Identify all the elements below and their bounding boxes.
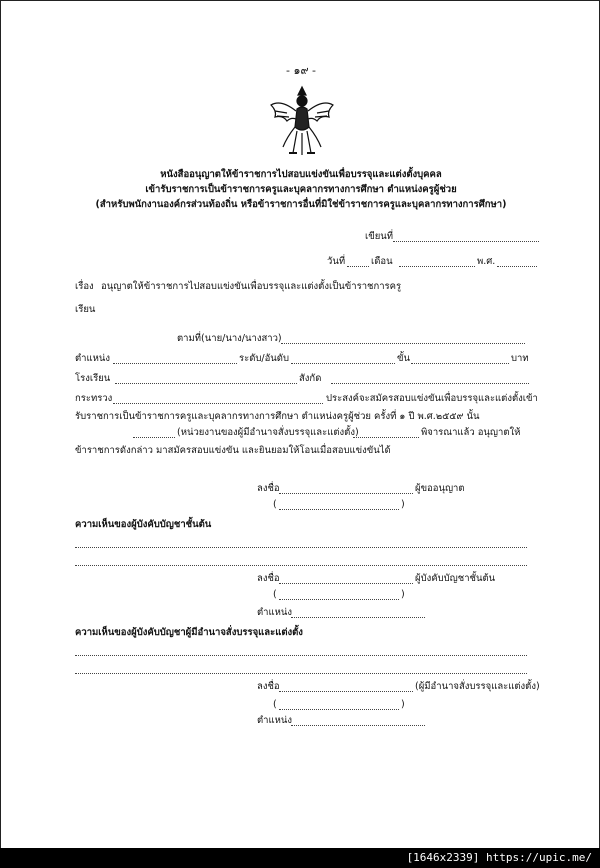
garuda-emblem-icon bbox=[267, 81, 337, 161]
purpose-text: ประสงค์จะสมัครสอบแข่งขันเพื่อบรรจุและแต่งตั้งเข้า bbox=[326, 393, 538, 404]
date-day-label: วันที่ bbox=[327, 256, 346, 267]
authority-sign-label: ลงชื่อ bbox=[257, 681, 280, 692]
watermark-text[interactable]: [1646x2339] https://upic.me/ bbox=[406, 851, 592, 864]
title-line-2: เข้ารับราชการเป็นข้าราชการครูและบุคลากรทางการศึกษา ตำแหน่งครูผู้ช่วย bbox=[145, 184, 457, 195]
baht-label: บาท bbox=[511, 353, 529, 364]
authority-paren-close: ) bbox=[401, 699, 405, 710]
school-label: โรงเรียน bbox=[75, 373, 111, 384]
authority-position-field[interactable] bbox=[291, 725, 425, 726]
ministry-label: กระทรวง bbox=[75, 393, 113, 404]
agency-name-field[interactable] bbox=[353, 437, 419, 438]
title-line-1: หนังสืออนุญาตให้ข้าราชการไปสอบแข่งขันเพื่อบรรจุและแต่งตั้งบุคคล bbox=[160, 169, 442, 180]
requester-sign-label: ลงชื่อ bbox=[257, 483, 280, 494]
school-field[interactable] bbox=[115, 383, 297, 384]
authority-role: (ผู้มีอำนาจสั่งบรรจุและแต่งตั้ง) bbox=[415, 681, 540, 692]
requester-paren-open: ( bbox=[273, 499, 277, 510]
recipient-label: เรียน bbox=[75, 304, 96, 315]
authority-position-label: ตำแหน่ง bbox=[257, 715, 293, 726]
authority-name-field[interactable] bbox=[279, 709, 399, 710]
authority-sign-field[interactable] bbox=[279, 691, 413, 692]
date-day-field[interactable] bbox=[347, 266, 369, 267]
subject-label: เรื่อง bbox=[75, 281, 94, 292]
authority-opinion-line-2[interactable] bbox=[75, 673, 527, 674]
requester-name-field[interactable] bbox=[279, 509, 399, 510]
supervisor-opinion-line-2[interactable] bbox=[75, 565, 527, 566]
watermark-bar bbox=[0, 848, 600, 868]
consider-text: พิจารณาแล้ว อนุญาตให้ bbox=[421, 427, 521, 438]
date-month-field[interactable] bbox=[399, 266, 475, 267]
supervisor-position-label: ตำแหน่ง bbox=[257, 607, 293, 618]
requester-role: ผู้ขออนุญาต bbox=[415, 483, 465, 494]
supervisor-opinion-heading: ความเห็นของผู้บังคับบัญชาชั้นต้น bbox=[75, 519, 212, 530]
ministry-field[interactable] bbox=[113, 403, 323, 404]
affiliation-field[interactable] bbox=[331, 383, 529, 384]
authority-paren-open: ( bbox=[273, 699, 277, 710]
name-field[interactable] bbox=[281, 343, 525, 344]
supervisor-sign-label: ลงชื่อ bbox=[257, 573, 280, 584]
written-at-field[interactable] bbox=[393, 241, 539, 242]
position-label: ตำแหน่ง bbox=[75, 353, 111, 364]
requester-sign-field[interactable] bbox=[279, 493, 413, 494]
date-year-label: พ.ศ. bbox=[477, 256, 496, 267]
step-field[interactable] bbox=[411, 363, 509, 364]
supervisor-paren-open: ( bbox=[273, 589, 277, 600]
date-year-field[interactable] bbox=[497, 266, 537, 267]
agency-field[interactable] bbox=[133, 437, 175, 438]
supervisor-sign-field[interactable] bbox=[279, 583, 413, 584]
requester-paren-close: ) bbox=[401, 499, 405, 510]
supervisor-role: ผู้บังคับบัญชาชั้นต้น bbox=[415, 573, 496, 584]
supervisor-position-field[interactable] bbox=[291, 617, 425, 618]
step-label: ขั้น bbox=[397, 353, 410, 364]
level-field[interactable] bbox=[291, 363, 395, 364]
level-label: ระดับ/อันดับ bbox=[239, 353, 290, 364]
page-number: - ๑๙ - bbox=[286, 64, 316, 77]
agency-text: (หน่วยงานของผู้มีอำนาจสั่งบรรจุและแต่งตั้ง) bbox=[177, 427, 359, 438]
authority-opinion-line-1[interactable] bbox=[75, 655, 527, 656]
body-line-2: รับราชการเป็นข้าราชการครูและบุคลากรทางการศึกษา ตำแหน่งครูผู้ช่วย ครั้งที่ ๑ ปี พ.ศ.๒๕๕๙ นั้น bbox=[75, 411, 480, 422]
body-line-4: ข้าราชการดังกล่าว มาสมัครสอบแข่งขัน และยินยอมให้โอนเมื่อสอบแข่งขันได้ bbox=[75, 445, 391, 456]
according-to-label: ตามที่(นาย/นาง/นางสาว) bbox=[177, 333, 282, 344]
supervisor-name-field[interactable] bbox=[279, 599, 399, 600]
supervisor-opinion-line-1[interactable] bbox=[75, 547, 527, 548]
title-line-3: (สำหรับพนักงานองค์กรส่วนท้องถิ่น หรือข้าราชการอื่นที่มิใช่ข้าราชการครูและบุคลากรทางการศึกษา) bbox=[95, 199, 507, 210]
subject-text: อนุญาตให้ข้าราชการไปสอบแข่งขันเพื่อบรรจุและแต่งตั้งเป็นข้าราชการครู bbox=[101, 281, 402, 292]
authority-opinion-heading: ความเห็นของผู้บังคับบัญชาผู้มีอำนาจสั่งบรรจุและแต่งตั้ง bbox=[75, 627, 303, 638]
supervisor-paren-close: ) bbox=[401, 589, 405, 600]
affiliation-label: สังกัด bbox=[299, 373, 322, 384]
date-month-label: เดือน bbox=[371, 256, 393, 267]
written-at-label: เขียนที่ bbox=[365, 231, 394, 242]
position-field[interactable] bbox=[113, 363, 237, 364]
